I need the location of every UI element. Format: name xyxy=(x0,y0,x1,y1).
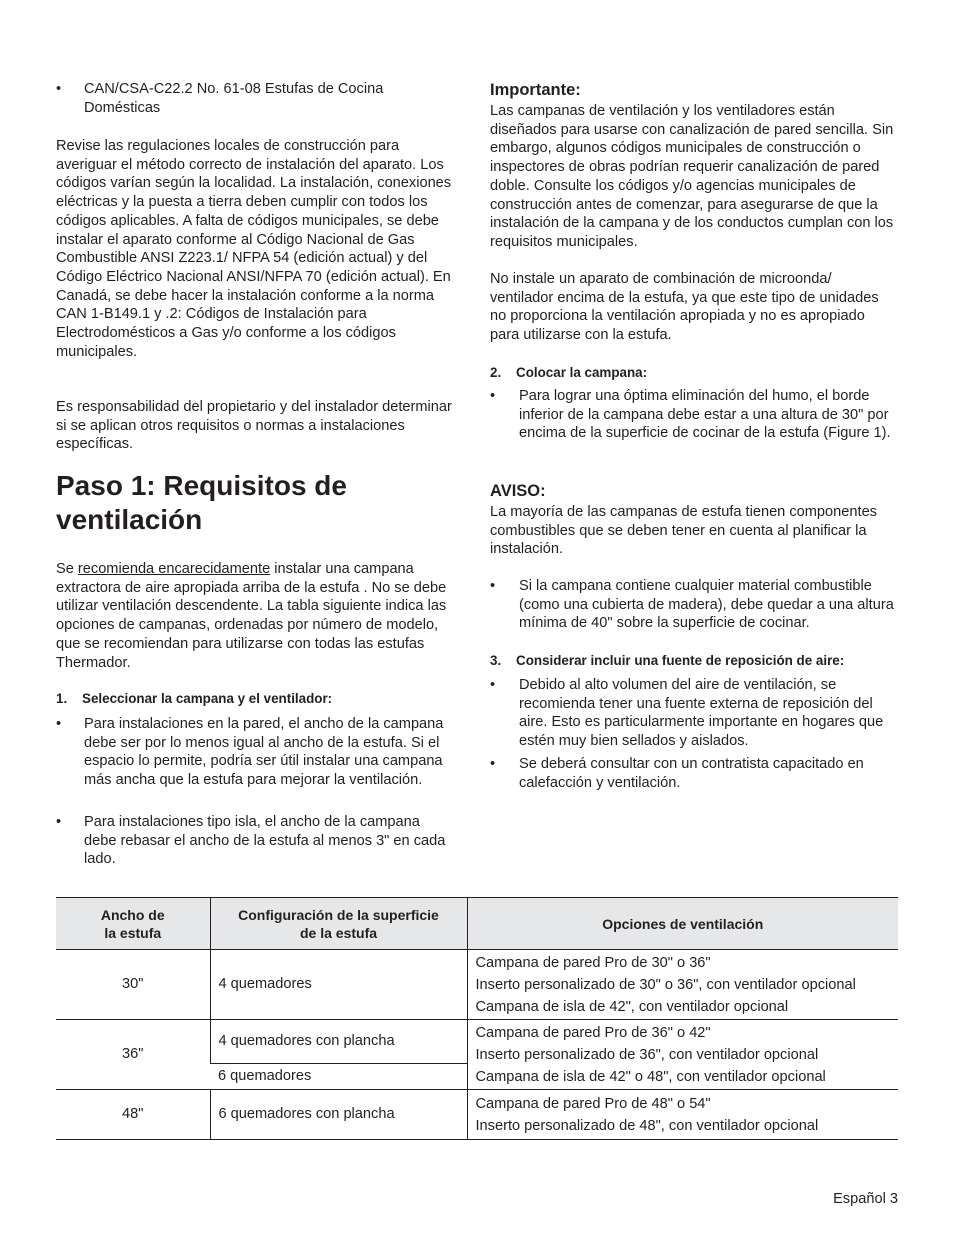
aviso-title: AVISO: xyxy=(490,482,546,500)
step-3-heading: 3. Considerar incluir una fuente de reposición de aire: xyxy=(490,653,845,668)
paragraph-text-post: instalar una campana extractora de aire apropiada arriba de la estufa . No se debe utilizar ventilación descendente. La tabla siguiente indica las opciones de campanas, ordenadas por número de modelo, que se recomiendan para utilizarse con todas las estufas Thermador. xyxy=(56,561,447,671)
importante-title: Importante: xyxy=(490,81,581,99)
section-heading: Paso 1: Requisitos de ventilación xyxy=(56,470,347,535)
aviso-text: La mayoría de las campanas de estufa tienen componentes combustibles que se deben tener en cuenta al planificar la instalación. xyxy=(490,504,877,558)
option-item: Campana de pared Pro de 48" o 54" xyxy=(475,1095,711,1112)
cell-width: 48" xyxy=(56,1090,210,1140)
header-range-width xyxy=(56,898,210,950)
header-cooktop-config xyxy=(210,898,467,950)
importante-text: Las campanas de ventilación y los ventiladores están diseñados para usarse con canalización de pared sencilla. Sin embargo, algunos códigos municipales de construcción o inspectores de obras podrían requerir canalización de pared doble. Consulte los códigos y/o agencias municipales de construcción antes de comenzar, para asegurarse de que la instalación de la campana y de los conductos cumplan con los requisitos municipales. xyxy=(490,103,894,250)
step-2-bullet: Para lograr una óptima eliminación del humo, el borde inferior de la campana debe estar a una altura de 30" por encima de la superficie de cocinar de la estufa (Figure 1). xyxy=(519,388,891,442)
cell-config: 4 quemadores xyxy=(210,950,467,1020)
option-item: Campana de isla de 42" o 48", con ventilador opcional xyxy=(475,1068,826,1085)
header-ventilation-options: Opciones de ventilación xyxy=(467,898,898,950)
paragraph-text-pre: Se xyxy=(56,561,74,577)
option-item: Inserto personalizado de 48", con ventilador opcional xyxy=(475,1117,819,1134)
ventilation-options-table xyxy=(56,897,898,1140)
cell-width: 36" xyxy=(56,1020,210,1090)
cell-config: 6 quemadores xyxy=(210,1064,467,1090)
step-1-bullet-wall: Para instalaciones en la pared, el ancho de la campana debe ser por lo menos igual al ancho de la estufa. Si el espacio lo permite, podría ser útil instalar una campana más ancha que la estufa para mejorar la ventilación. xyxy=(84,716,444,789)
cell-config: 4 quemadores con plancha xyxy=(210,1020,467,1064)
option-item: Inserto personalizado de 30" o 36", con ventilador opcional xyxy=(475,976,856,993)
paragraph-responsibility: Es responsabilidad del propietario y del instalador determinar si se aplican otros requisitos o normas a instalaciones específicas. xyxy=(56,399,452,453)
header-text: de la estufa xyxy=(299,924,378,941)
option-item: Campana de pared Pro de 30" o 36" xyxy=(475,954,711,971)
cell-options xyxy=(467,1020,898,1090)
step-3-bullet-makeup-air: Debido al alto volumen del aire de ventilación, se recomienda tener una fuente externa de reposición del aire. Esto es particularmente importante en hogares que estén muy bien sellados y aislados. xyxy=(519,677,884,750)
bullet-marker: • xyxy=(56,81,62,97)
option-item: Inserto personalizado de 36", con ventilador opcional xyxy=(475,1046,819,1063)
emphasis-link: recomienda encarecidamente xyxy=(77,561,271,577)
header-text: la estufa xyxy=(104,924,162,941)
cell-options xyxy=(467,1090,898,1140)
aviso-bullet: Si la campana contiene cualquier material combustible (como una cubierta de madera), debe quedar a una altura mínima de 40" sobre la superficie de cocinar. xyxy=(519,578,894,632)
bullet-marker: • xyxy=(490,578,496,594)
cell-options xyxy=(467,950,898,1020)
option-item: Campana de pared Pro de 36" o 42" xyxy=(475,1024,711,1041)
header-text: Configuración de la superficie xyxy=(238,906,439,923)
option-item: Campana de isla de 42", con ventilador opcional xyxy=(475,998,789,1015)
bullet-marker: • xyxy=(56,716,62,732)
bullet-marker: • xyxy=(490,388,496,404)
step-2-heading: 2. Colocar la campana: xyxy=(490,365,648,380)
cell-width: 30" xyxy=(56,950,210,1020)
cell-config: 6 quemadores con plancha xyxy=(210,1090,467,1140)
step-1-bullet-island: Para instalaciones tipo isla, el ancho de la campana debe rebasar el ancho de la estufa al menos 3" en cada lado. xyxy=(84,814,446,868)
standard-bullet-text: CAN/CSA-C22.2 No. 61-08 Estufas de Cocina Domésticas xyxy=(84,81,384,116)
step-1-heading: 1. Seleccionar la campana y el ventilador: xyxy=(56,691,333,706)
bullet-marker: • xyxy=(490,677,496,693)
paragraph-hood-recommendation xyxy=(56,560,456,672)
step-3-bullet-contractor: Se deberá consultar con un contratista capacitado en calefacción y ventilación. xyxy=(519,756,864,791)
table-row xyxy=(56,950,898,1020)
table-row xyxy=(56,1020,898,1064)
bullet-marker: • xyxy=(490,756,496,772)
microwave-warning: No instale un aparato de combinación de microonda/ ventilador encima de la estufa, ya que este tipo de unidades no proporciona la ventilación apropiada y no es apropiado para utilizarse con la estufa. xyxy=(490,271,879,344)
table-row xyxy=(56,1090,898,1140)
bullet-marker: • xyxy=(56,814,62,830)
page-footer: Español 3 xyxy=(833,1191,898,1207)
table-header-row xyxy=(56,898,898,950)
header-text: Ancho de xyxy=(100,906,165,923)
paragraph-local-codes: Revise las regulaciones locales de construcción para averiguar el método correcto de instalación del aparato. Los códigos varían según la localidad. La instalación, conexiones eléctricas y la puesta a tierra deben cumplir con todos los códigos aplicables. A falta de códigos municipales, se debe instalar el aparato conforme al Código Nacional de Gas Combustible ANSI Z223.1/ NFPA 54 (edición actual) y del Código Eléctrico Nacional ANSI/NFPA 70 (edición actual). En Canadá, se debe hacer la instalación conforme a la norma CAN 1-B149.1 y .2: Códigos de Instalación para Electrodomésticos a Gas y/o conforme a los códigos municipales. xyxy=(56,138,452,360)
